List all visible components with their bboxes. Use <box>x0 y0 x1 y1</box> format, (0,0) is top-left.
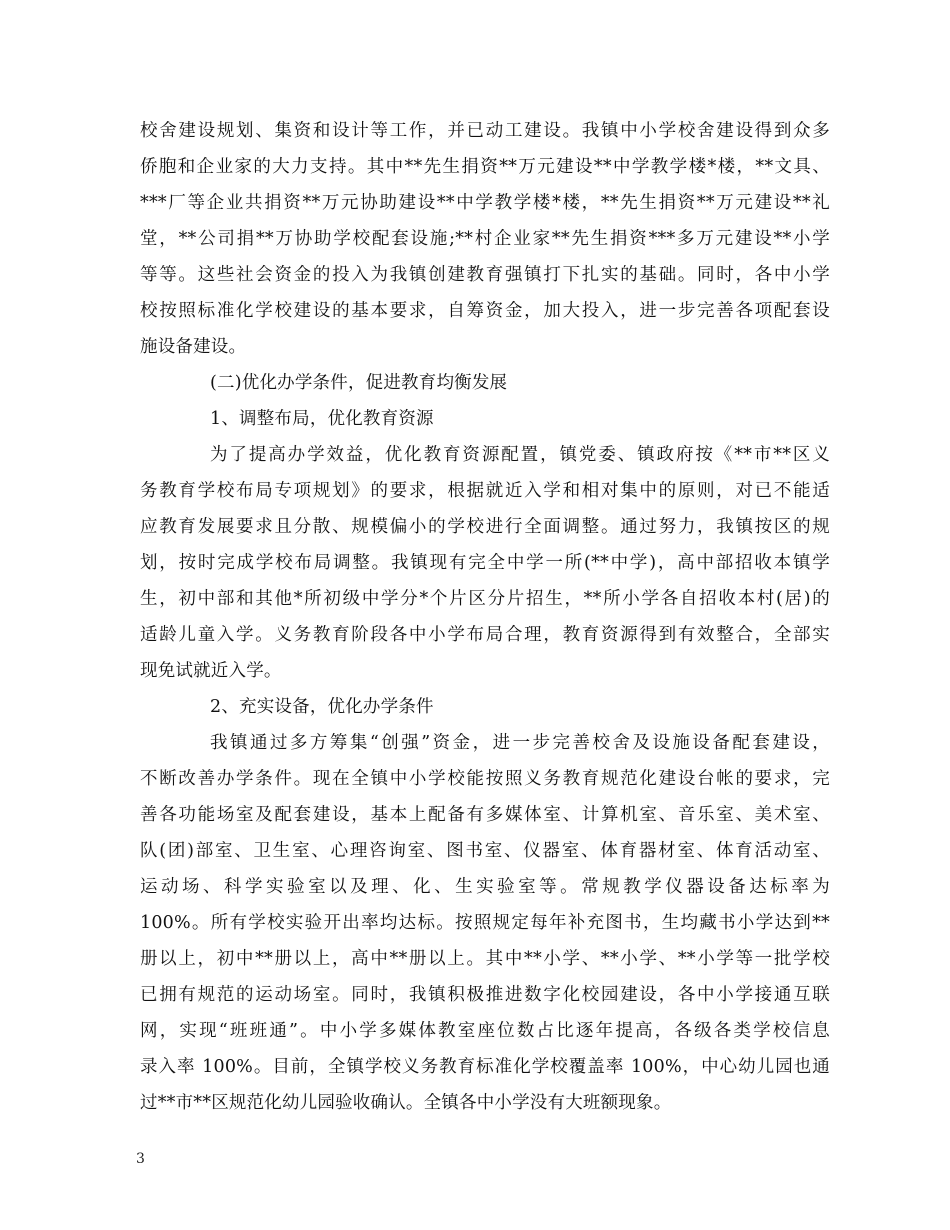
text-line: 现免试就近入学。 <box>140 661 282 681</box>
text-line: 适龄儿童入学。义务教育阶段各中小学布局合理，教育资源得到有效整合，全部实 <box>140 625 830 645</box>
text-line: 侨胞和企业家的大力支持。其中**先生捐资**万元建设**中学教学楼*楼，**文具、 <box>140 157 830 177</box>
subsection-heading: 1、调整布局，优化教育资源 <box>210 409 434 429</box>
text-line: 过**市**区规范化幼儿园验收确认。全镇各中小学没有大班额现象。 <box>140 1093 672 1113</box>
text-line: 等等。这些社会资金的投入为我镇创建教育强镇打下扎实的基础。同时，各中小学 <box>140 265 830 285</box>
text-line: ***厂等企业共捐资**万元协助建设**中学教学楼*楼，**先生捐资**万元建设**礼 <box>140 193 830 213</box>
text-line: 已拥有规范的运动场室。同时，我镇积极推进数字化校园建设，各中小学接通互联 <box>140 985 830 1005</box>
text-line: 不断改善办学条件。现在全镇中小学校能按照义务教育规范化建设台帐的要求，完 <box>140 769 830 789</box>
text-line: 100%。所有学校实验开出率均达标。按照规定每年补充图书，生均藏书小学达到** <box>140 913 830 933</box>
text-line: 网，实现“班班通”。中小学多媒体教室座位数占比逐年提高，各级各类学校信息 <box>140 1021 830 1041</box>
text-line: 善各功能场室及配套建设，基本上配备有多媒体室、计算机室、音乐室、美术室、 <box>140 805 830 825</box>
text-line: 录入率 100%。目前，全镇学校义务教育标准化学校覆盖率 100%，中心幼儿园也通 <box>140 1057 830 1077</box>
text-line: 校舍建设规划、集资和设计等工作，并已动工建设。我镇中小学校舍建设得到众多 <box>140 121 830 141</box>
text-line: 生，初中部和其他*所初级中学分*个片区分片招生，**所小学各自招收本村(居)的 <box>140 589 830 609</box>
text-line: 校按照标准化学校建设的基本要求，自筹资金，加大投入，进一步完善各项配套设 <box>140 301 830 321</box>
section-heading: (二)优化办学条件，促进教育均衡发展 <box>210 373 508 393</box>
text-line: 应教育发展要求且分散、规模偏小的学校进行全面调整。通过努力，我镇按区的规 <box>140 517 830 537</box>
text-line: 队(团)部室、卫生室、心理咨询室、图书室、仪器室、体育器材室、体育活动室、 <box>140 841 830 861</box>
text-line: 为了提高办学效益，优化教育资源配置，镇党委、镇政府按《**市**区义 <box>210 445 830 465</box>
text-line: 册以上，初中**册以上，高中**册以上。其中**小学、**小学、**小学等一批学校 <box>140 949 830 969</box>
text-line: 划，按时完成学校布局调整。我镇现有完全中学一所(**中学)，高中部招收本镇学 <box>140 553 830 573</box>
text-line: 务教育学校布局专项规划》的要求，根据就近入学和相对集中的原则，对已不能适 <box>140 481 830 501</box>
text-line: 我镇通过多方筹集“创强”资金，进一步完善校舍及设施设备配套建设， <box>210 733 830 753</box>
page-number: 3 <box>136 1151 145 1167</box>
text-line: 施设备建设。 <box>140 337 247 357</box>
text-line: 堂，**公司捐**万协助学校配套设施;**村企业家**先生捐资***多万元建设**小学 <box>140 229 830 249</box>
subsection-heading: 2、充实设备，优化办学条件 <box>210 697 434 717</box>
text-line: 运动场、科学实验室以及理、化、生实验室等。常规教学仪器设备达标率为 <box>140 877 830 897</box>
